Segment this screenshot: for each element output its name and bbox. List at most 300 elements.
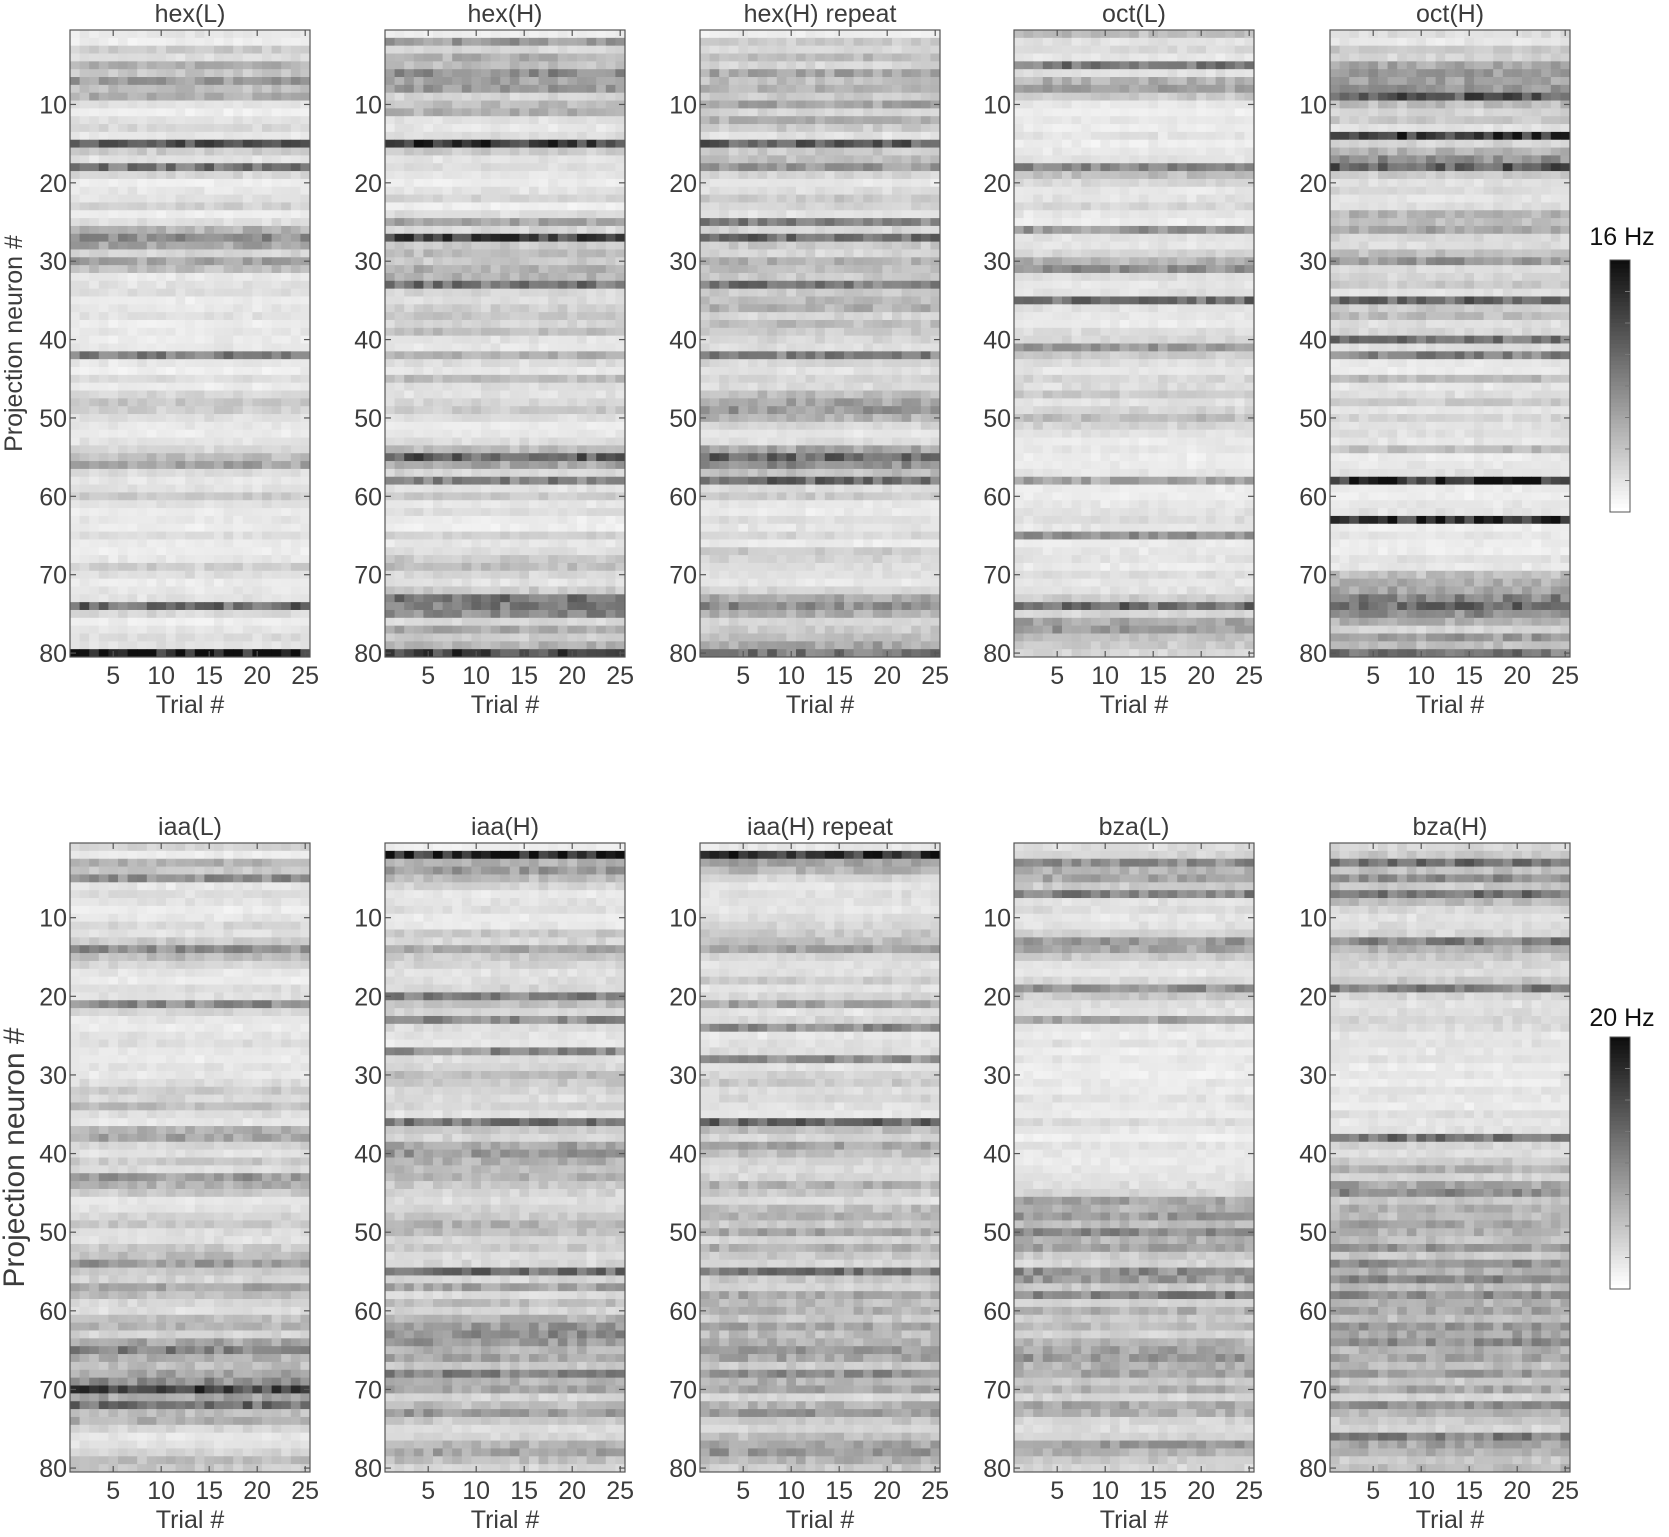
heatmap-cell [243, 571, 253, 579]
heatmap-cell [224, 539, 234, 547]
heatmap-cell [272, 46, 282, 54]
heatmap-cell [195, 281, 205, 289]
heatmap-cell [539, 351, 549, 359]
heatmap-cell [118, 422, 128, 430]
heatmap-cell [272, 359, 282, 367]
heatmap-cell [587, 273, 597, 281]
heatmap-cell [291, 406, 301, 414]
heatmap-cell [395, 344, 405, 352]
heatmap-cell [262, 555, 272, 563]
heatmap-cell [567, 77, 577, 85]
heatmap-cell [529, 226, 539, 234]
heatmap-cell [471, 124, 481, 132]
heatmap-cell [156, 179, 166, 187]
heatmap-cell [567, 148, 577, 156]
heatmap-cell [529, 312, 539, 320]
heatmap-cell [156, 508, 166, 516]
heatmap-cell [291, 633, 301, 641]
heatmap-cell [587, 351, 597, 359]
heatmap-cell [471, 61, 481, 69]
heatmap-cell [128, 461, 138, 469]
heatmap-cell [596, 179, 606, 187]
heatmap-cell [291, 38, 301, 46]
heatmap-cell [452, 532, 462, 540]
heatmap-cell [80, 594, 90, 602]
heatmap-cell [272, 602, 282, 610]
heatmap-cell [587, 626, 597, 634]
heatmap-cell [510, 273, 520, 281]
heatmap-cell [233, 532, 243, 540]
heatmap-cell [500, 226, 510, 234]
heatmap-cell [443, 375, 453, 383]
heatmap-cell [452, 336, 462, 344]
heatmap-cell [452, 500, 462, 508]
heatmap-cell [272, 242, 282, 250]
heatmap-cell [596, 46, 606, 54]
heatmap-cell [481, 195, 491, 203]
heatmap-cell [500, 281, 510, 289]
heatmap-cell [423, 273, 433, 281]
x-tick-label: 15 [195, 662, 223, 690]
heatmap-cell [233, 296, 243, 304]
heatmap-cell [548, 547, 558, 555]
heatmap-cell [233, 249, 243, 257]
heatmap-cell [404, 273, 414, 281]
heatmap-cell [577, 140, 587, 148]
heatmap-cell [500, 30, 510, 38]
heatmap-cell [558, 179, 568, 187]
heatmap-cell [519, 101, 529, 109]
heatmap-cell [577, 485, 587, 493]
heatmap-cell [252, 516, 262, 524]
heatmap-cell [500, 398, 510, 406]
heatmap-cell [137, 375, 147, 383]
heatmap-cell [452, 555, 462, 563]
heatmap-cell [596, 547, 606, 555]
heatmap-cell [423, 148, 433, 156]
heatmap-cell [395, 124, 405, 132]
heatmap-cell [137, 116, 147, 124]
heatmap-cell [281, 304, 291, 312]
heatmap-cell [272, 469, 282, 477]
heatmap-cell [558, 116, 568, 124]
heatmap-cell [281, 289, 291, 297]
heatmap-cell [204, 242, 214, 250]
heatmap-cell [587, 375, 597, 383]
heatmap-cell [539, 445, 549, 453]
heatmap-cell [70, 312, 80, 320]
heatmap-cell [281, 508, 291, 516]
heatmap-cell [433, 108, 443, 116]
heatmap-cell [252, 547, 262, 555]
heatmap-cell [204, 453, 214, 461]
heatmap-cell [80, 140, 90, 148]
heatmap-cell [423, 430, 433, 438]
heatmap-cell [481, 30, 491, 38]
heatmap-cell [291, 469, 301, 477]
heatmap-cell [80, 641, 90, 649]
heatmap-cell [156, 336, 166, 344]
heatmap-cell [462, 406, 472, 414]
heatmap-cell [272, 202, 282, 210]
heatmap-cell [452, 477, 462, 485]
heatmap-cell [587, 414, 597, 422]
heatmap-cell [195, 54, 205, 62]
heatmap-cell [558, 438, 568, 446]
heatmap-cell [108, 641, 118, 649]
heatmap-cell [147, 351, 157, 359]
heatmap-cell [118, 383, 128, 391]
heatmap-cell [281, 242, 291, 250]
heatmap-cell [243, 383, 253, 391]
heatmap-cell [462, 218, 472, 226]
heatmap-cell [606, 344, 616, 352]
heatmap-cell [443, 218, 453, 226]
heatmap-cell [548, 108, 558, 116]
heatmap-cell [596, 477, 606, 485]
heatmap-cell [156, 140, 166, 148]
heatmap-cell [587, 187, 597, 195]
heatmap-cell [224, 398, 234, 406]
heatmap-cell [462, 336, 472, 344]
heatmap-cell [471, 571, 481, 579]
heatmap-cell [252, 445, 262, 453]
heatmap-cell [519, 124, 529, 132]
heatmap-cell [491, 359, 501, 367]
heatmap-cell [281, 210, 291, 218]
heatmap-cell [224, 101, 234, 109]
heatmap-cell [185, 85, 195, 93]
heatmap-cell [519, 414, 529, 422]
heatmap-cell [577, 234, 587, 242]
heatmap-cell [281, 649, 291, 657]
heatmap-cell [185, 281, 195, 289]
heatmap-cell [615, 69, 625, 77]
heatmap-cell [147, 296, 157, 304]
heatmap-cell [137, 594, 147, 602]
heatmap-cell [70, 430, 80, 438]
heatmap-cell [615, 469, 625, 477]
heatmap-cell [433, 422, 443, 430]
heatmap-cell [539, 500, 549, 508]
heatmap-cell [433, 257, 443, 265]
heatmap-cell [252, 626, 262, 634]
heatmap-cell [433, 234, 443, 242]
heatmap-cell [529, 46, 539, 54]
heatmap-cell [567, 571, 577, 579]
heatmap-cell [395, 179, 405, 187]
heatmap-cell [204, 602, 214, 610]
heatmap-cell [262, 610, 272, 618]
heatmap-cell [548, 633, 558, 641]
heatmap-cell [587, 249, 597, 257]
heatmap-cell [471, 226, 481, 234]
heatmap-cell [195, 336, 205, 344]
heatmap-cell [539, 508, 549, 516]
heatmap-cell [481, 296, 491, 304]
heatmap-cell [519, 508, 529, 516]
heatmap-cell [99, 469, 109, 477]
heatmap-cell [558, 101, 568, 109]
heatmap-cell [147, 532, 157, 540]
heatmap-cell [272, 579, 282, 587]
heatmap-cell [166, 108, 176, 116]
heatmap-cell [519, 547, 529, 555]
heatmap-cell [529, 140, 539, 148]
heatmap-cell [70, 547, 80, 555]
heatmap-cell [176, 195, 186, 203]
heatmap-cell [262, 649, 272, 657]
heatmap-cell [462, 210, 472, 218]
heatmap-cell [204, 108, 214, 116]
heatmap-cell [567, 304, 577, 312]
heatmap-cell [176, 563, 186, 571]
heatmap-cell [414, 265, 424, 273]
heatmap-cell [185, 296, 195, 304]
heatmap-cell [99, 406, 109, 414]
heatmap-cell [128, 547, 138, 555]
heatmap-cell [404, 563, 414, 571]
heatmap-cell [137, 579, 147, 587]
heatmap-cell [300, 438, 310, 446]
heatmap-cell [300, 187, 310, 195]
heatmap-cell [118, 532, 128, 540]
heatmap-cell [519, 571, 529, 579]
heatmap-cell [128, 195, 138, 203]
heatmap-cell [262, 485, 272, 493]
heatmap-cell [233, 328, 243, 336]
heatmap-cell [596, 602, 606, 610]
heatmap-cell [462, 594, 472, 602]
heatmap-cell [300, 163, 310, 171]
heatmap-cell [204, 249, 214, 257]
heatmap-cell [395, 171, 405, 179]
heatmap-cell [185, 179, 195, 187]
heatmap-cell [500, 422, 510, 430]
heatmap-cell [300, 367, 310, 375]
heatmap-cell [395, 328, 405, 336]
heatmap-cell [89, 320, 99, 328]
heatmap-cell [577, 296, 587, 304]
heatmap-cell [214, 328, 224, 336]
heatmap-cell [433, 61, 443, 69]
heatmap-cell [491, 257, 501, 265]
heatmap-cell [558, 273, 568, 281]
heatmap-cell [80, 304, 90, 312]
heatmap-cell [481, 532, 491, 540]
heatmap-cell [404, 500, 414, 508]
heatmap-cell [204, 195, 214, 203]
heatmap-cell [156, 218, 166, 226]
heatmap-cell [99, 108, 109, 116]
heatmap-cell [587, 179, 597, 187]
heatmap-cell [606, 328, 616, 336]
heatmap-cell [606, 187, 616, 195]
heatmap-cell [423, 461, 433, 469]
heatmap-cell [128, 539, 138, 547]
heatmap-cell [147, 85, 157, 93]
heatmap-cell [471, 438, 481, 446]
heatmap-cell [615, 453, 625, 461]
heatmap-cell [385, 218, 395, 226]
heatmap-cell [500, 438, 510, 446]
heatmap-cell [443, 187, 453, 195]
heatmap-cell [204, 328, 214, 336]
heatmap-cell [548, 445, 558, 453]
heatmap-cell [243, 500, 253, 508]
heatmap-cell [281, 586, 291, 594]
heatmap-cell [433, 296, 443, 304]
heatmap-cell [80, 477, 90, 485]
heatmap-cell [548, 586, 558, 594]
heatmap-cell [108, 281, 118, 289]
heatmap-cell [500, 85, 510, 93]
heatmap-cell [214, 445, 224, 453]
heatmap-cell [128, 69, 138, 77]
heatmap-cell [80, 93, 90, 101]
heatmap-cell [539, 579, 549, 587]
heatmap-cell [395, 391, 405, 399]
heatmap-cell [596, 445, 606, 453]
heatmap-cell [137, 516, 147, 524]
heatmap-cell [214, 320, 224, 328]
heatmap-cell [558, 571, 568, 579]
heatmap-cell [291, 257, 301, 265]
heatmap-cell [404, 257, 414, 265]
heatmap-cell [423, 61, 433, 69]
heatmap-cell [385, 187, 395, 195]
heatmap-cell [70, 579, 80, 587]
heatmap-cell [548, 85, 558, 93]
heatmap-cell [529, 289, 539, 297]
heatmap-cell [500, 187, 510, 195]
heatmap-cell [510, 594, 520, 602]
heatmap-cell [587, 539, 597, 547]
heatmap-cell [233, 93, 243, 101]
heatmap-cell [433, 610, 443, 618]
heatmap-cell [243, 610, 253, 618]
heatmap-cell [262, 500, 272, 508]
heatmap-cell [128, 453, 138, 461]
heatmap-cell [385, 163, 395, 171]
heatmap-cell [156, 626, 166, 634]
heatmap-cell [500, 500, 510, 508]
heatmap-cell [558, 500, 568, 508]
heatmap-cell [262, 289, 272, 297]
heatmap-cell [99, 398, 109, 406]
heatmap-cell [89, 218, 99, 226]
heatmap-cell [395, 163, 405, 171]
heatmap-cell [423, 249, 433, 257]
heatmap-cell [272, 140, 282, 148]
heatmap-cell [414, 69, 424, 77]
heatmap-cell [500, 328, 510, 336]
heatmap-cell [137, 54, 147, 62]
heatmap-cell [615, 586, 625, 594]
heatmap-cell [500, 344, 510, 352]
heatmap-cell [519, 163, 529, 171]
heatmap-cell [433, 383, 443, 391]
heatmap-cell [395, 85, 405, 93]
heatmap-cell [433, 85, 443, 93]
heatmap-cell [156, 383, 166, 391]
heatmap-cell [233, 398, 243, 406]
heatmap-cell [99, 602, 109, 610]
heatmap-cell [204, 281, 214, 289]
heatmap-cell [491, 234, 501, 242]
heatmap-cell [433, 93, 443, 101]
heatmap-cell [385, 445, 395, 453]
heatmap-cell [529, 304, 539, 312]
heatmap-cell [252, 508, 262, 516]
heatmap-cell [281, 539, 291, 547]
heatmap-cell [395, 547, 405, 555]
heatmap-cell [395, 445, 405, 453]
heatmap-cell [414, 148, 424, 156]
heatmap-cell [596, 610, 606, 618]
heatmap-cell [176, 485, 186, 493]
heatmap-cell [272, 594, 282, 602]
heatmap-cell [204, 257, 214, 265]
heatmap-cell [395, 477, 405, 485]
heatmap-cell [529, 116, 539, 124]
heatmap-cell [214, 359, 224, 367]
heatmap-cell [281, 281, 291, 289]
heatmap-cell [529, 171, 539, 179]
heatmap-cell [233, 579, 243, 587]
heatmap-cell [587, 359, 597, 367]
heatmap-cell [99, 477, 109, 485]
heatmap-cell [137, 179, 147, 187]
heatmap-cell [529, 124, 539, 132]
heatmap-cell [233, 633, 243, 641]
heatmap-cell [481, 289, 491, 297]
heatmap-panel-0 [0, 0, 319, 719]
heatmap-cell [137, 351, 147, 359]
heatmap-cell [195, 171, 205, 179]
heatmap-cell [500, 477, 510, 485]
heatmap-cell [176, 344, 186, 352]
heatmap-cell [262, 461, 272, 469]
heatmap-cell [452, 234, 462, 242]
heatmap-cell [204, 234, 214, 242]
heatmap-cell [385, 30, 395, 38]
heatmap-cell [510, 508, 520, 516]
heatmap-cell [272, 461, 282, 469]
heatmap-cell [204, 641, 214, 649]
heatmap-cell [510, 281, 520, 289]
heatmap-cell [423, 485, 433, 493]
heatmap-cell [195, 438, 205, 446]
heatmap-cell [558, 108, 568, 116]
heatmap-cell [118, 320, 128, 328]
heatmap-cell [89, 398, 99, 406]
heatmap-cell [404, 210, 414, 218]
heatmap-cell [481, 234, 491, 242]
heatmap-cell [452, 626, 462, 634]
heatmap-cell [395, 579, 405, 587]
heatmap-cell [166, 633, 176, 641]
heatmap-cell [462, 140, 472, 148]
heatmap-cell [89, 492, 99, 500]
heatmap-cell [156, 610, 166, 618]
heatmap-cell [137, 257, 147, 265]
heatmap-cell [176, 336, 186, 344]
heatmap-cell [404, 281, 414, 289]
heatmap-cell [500, 218, 510, 226]
heatmap-cell [80, 296, 90, 304]
heatmap-cell [214, 69, 224, 77]
